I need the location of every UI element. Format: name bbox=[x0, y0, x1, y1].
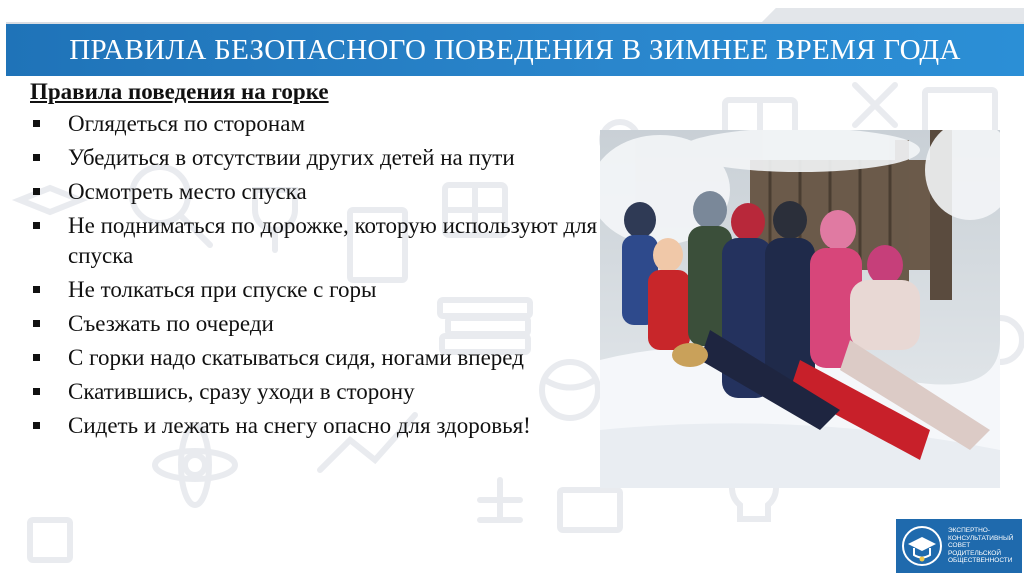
emblem-icon bbox=[900, 524, 944, 568]
bullet-icon bbox=[33, 188, 40, 195]
compass-icon bbox=[855, 85, 895, 125]
rules-section bbox=[30, 78, 600, 445]
list-item: Оглядеться по сторонам bbox=[30, 109, 600, 139]
network-icon bbox=[480, 480, 520, 520]
slide-title: ПРАВИЛА БЕЗОПАСНОГО ПОВЕДЕНИЯ В ЗИМНЕЕ ВРЕМЯ ГОДА bbox=[69, 33, 961, 66]
title-bar bbox=[6, 22, 1024, 76]
list-item: Не подниматься по дорожке, которую используют для спуска bbox=[30, 211, 600, 271]
bullet-icon bbox=[33, 154, 40, 161]
atom-icon bbox=[185, 455, 205, 475]
logo-caption: ЭКСПЕРТНО- КОНСУЛЬТАТИВНЫЙ СОВЕТ РОДИТЕЛЬСКОЙ ОБЩЕСТВЕННОСТИ bbox=[948, 527, 1014, 565]
bullet-icon bbox=[33, 354, 40, 361]
list-item: Осмотреть место спуска bbox=[30, 177, 600, 207]
bullet-icon bbox=[33, 388, 40, 395]
bullet-icon bbox=[33, 320, 40, 327]
children-sledding-photo bbox=[600, 130, 1000, 488]
list-item: С горки надо скатываться сидя, ногами вперед bbox=[30, 343, 600, 373]
bullet-icon bbox=[33, 120, 40, 127]
list-item: Скатившись, сразу уходи в сторону bbox=[30, 377, 600, 407]
calendar-icon bbox=[30, 520, 70, 560]
list-item: Съезжать по очереди bbox=[30, 309, 600, 339]
list-item: Сидеть и лежать на снегу опасно для здоровья! bbox=[30, 411, 600, 441]
list-item: Убедиться в отсутствии других детей на пути bbox=[30, 143, 600, 173]
rules-list bbox=[30, 109, 600, 441]
section-subtitle: Правила поведения на горке bbox=[30, 79, 329, 104]
laptop-icon bbox=[560, 490, 620, 530]
organization-logo bbox=[896, 519, 1022, 573]
bullet-icon bbox=[33, 422, 40, 429]
list-item: Не толкаться при спуске с горы bbox=[30, 275, 600, 305]
bullet-icon bbox=[33, 222, 40, 229]
bullet-icon bbox=[33, 286, 40, 293]
